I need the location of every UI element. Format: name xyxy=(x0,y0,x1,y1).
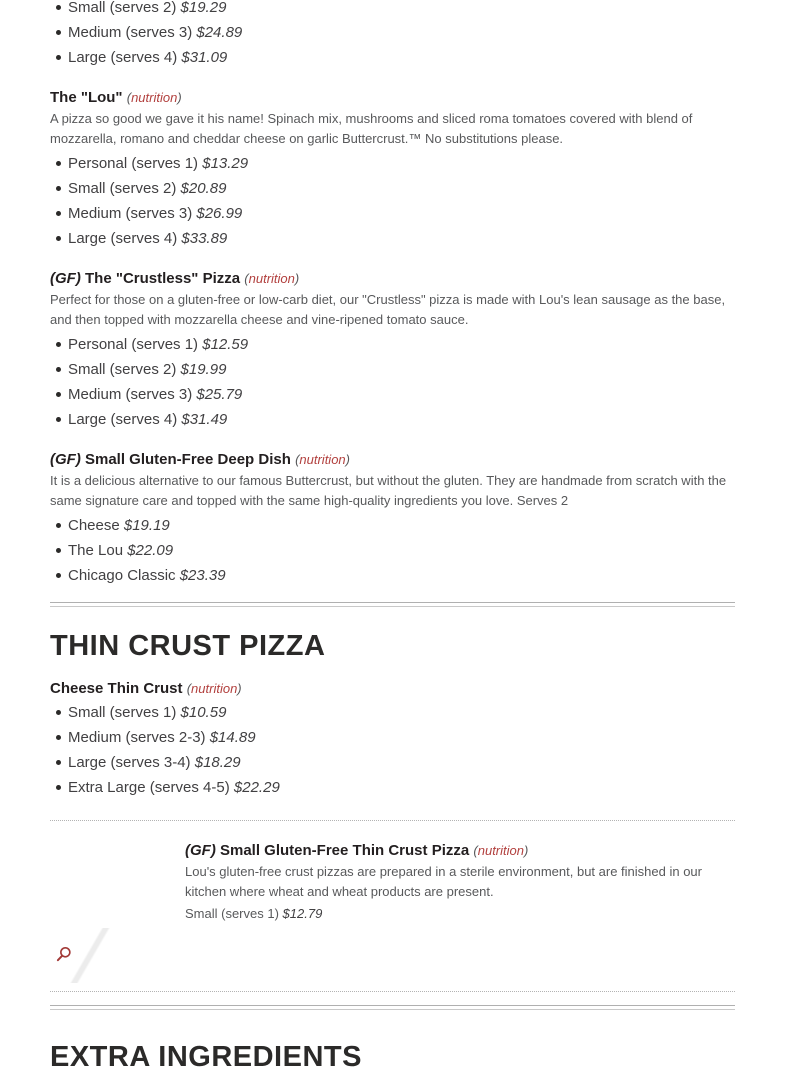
option-label: Large (serves 4) xyxy=(68,411,178,428)
option-list xyxy=(50,151,735,251)
menu-option xyxy=(50,226,735,251)
option-label: Small (serves 1) xyxy=(68,704,177,721)
option-price: $25.79 xyxy=(196,386,243,403)
item-details xyxy=(185,843,735,983)
paren-close: ) xyxy=(345,452,350,467)
nutrition-link[interactable]: nutrition xyxy=(299,452,346,467)
menu-option xyxy=(50,176,735,201)
option-label: Personal (serves 1) xyxy=(68,155,199,172)
menu-option xyxy=(50,563,735,588)
paren-close: ) xyxy=(294,271,300,286)
paren-open: ( xyxy=(473,843,478,858)
gf-label: (GF) xyxy=(185,842,216,859)
option-price: $26.99 xyxy=(196,205,243,222)
option-price: $14.89 xyxy=(209,729,256,746)
option-price: $19.29 xyxy=(180,0,227,16)
nutrition-wrap xyxy=(295,452,350,467)
option-label: Medium (serves 3) xyxy=(68,386,193,403)
menu-option xyxy=(50,725,735,750)
menu-item-gf-deep-dish xyxy=(50,452,735,588)
option-label: Small (serves 1) xyxy=(185,906,279,921)
option-label: Small (serves 2) xyxy=(68,0,177,16)
item-divider xyxy=(50,820,735,821)
menu-option xyxy=(50,700,735,725)
item-heading xyxy=(185,843,735,859)
nutrition-link[interactable]: nutrition xyxy=(131,90,178,105)
menu-content xyxy=(50,0,735,1072)
option-price: $18.29 xyxy=(194,754,241,771)
option-price: $19.99 xyxy=(180,361,227,378)
item-description: Lou's gluten-free crust pizzas are prepared in a sterile environment, but are finished in our kitchen where wheat and wheat products are present. xyxy=(185,864,702,899)
item-description: A pizza so good we gave it his name! Spinach mix, mushrooms and sliced roma tomatoes covered with blend of mozzarella, romano and cheddar cheese on garlic Buttercrust.™ No substitutions please. xyxy=(50,111,693,146)
nutrition-link[interactable]: nutrition xyxy=(191,681,238,696)
menu-item-gf-thin-crust xyxy=(50,843,735,983)
pizza-image-placeholder[interactable] xyxy=(50,843,185,983)
item-name: Cheese Thin Crust xyxy=(50,680,183,697)
option-price: $13.29 xyxy=(202,155,249,172)
menu-option xyxy=(50,151,735,176)
menu-option xyxy=(50,357,735,382)
item-heading xyxy=(50,681,735,697)
option-price: $12.59 xyxy=(202,336,249,353)
gf-label: (GF) xyxy=(50,451,81,468)
option-label: The Lou xyxy=(68,542,124,559)
option-list xyxy=(50,332,735,432)
option-price: $22.09 xyxy=(127,542,174,559)
option-label: Large (serves 4) xyxy=(68,49,178,66)
option-label: Large (serves 4) xyxy=(68,230,178,247)
paren-open: ( xyxy=(295,452,300,467)
option-price: $22.29 xyxy=(233,779,280,796)
gf-label: (GF) xyxy=(50,270,81,287)
option-label: Small (serves 2) xyxy=(68,180,177,197)
section-divider xyxy=(50,1005,735,1010)
menu-item-crustless-pizza xyxy=(50,271,735,432)
option-price: $23.39 xyxy=(179,567,226,584)
nutrition-link[interactable]: nutrition xyxy=(248,271,295,286)
menu-option xyxy=(50,332,735,357)
paren-open: ( xyxy=(126,90,132,105)
menu-option xyxy=(50,20,735,45)
option-label: Personal (serves 1) xyxy=(68,336,199,353)
option-price: $24.89 xyxy=(196,24,243,41)
option-price: $12.79 xyxy=(282,906,323,921)
menu-option xyxy=(50,513,735,538)
paren-close: ) xyxy=(177,90,182,105)
menu-item-the-lou xyxy=(50,90,735,251)
section-heading-extra-ingredients: EXTRA INGREDIENTS xyxy=(50,1041,362,1073)
menu-option xyxy=(50,201,735,226)
menu-option xyxy=(50,45,735,70)
menu-option xyxy=(50,0,735,20)
option-price: $10.59 xyxy=(180,704,227,721)
magnifier-icon[interactable] xyxy=(55,946,73,964)
option-list xyxy=(50,700,735,800)
option-label: Extra Large (serves 4-5) xyxy=(68,779,230,796)
menu-option xyxy=(50,775,735,800)
menu-option xyxy=(185,904,735,924)
option-label: Medium (serves 3) xyxy=(68,24,193,41)
option-label: Medium (serves 2-3) xyxy=(68,729,206,746)
nutrition-wrap xyxy=(244,271,299,286)
option-price: $33.89 xyxy=(181,230,228,247)
item-heading xyxy=(50,271,735,287)
option-price: $31.49 xyxy=(181,411,228,428)
menu-item-cheese-thin-crust xyxy=(50,681,735,800)
item-name: Small Gluten-Free Deep Dish xyxy=(85,451,291,468)
option-label: Chicago Classic xyxy=(68,567,176,584)
option-price: $19.19 xyxy=(123,517,170,534)
item-name: Small Gluten-Free Thin Crust Pizza xyxy=(220,842,470,859)
nutrition-wrap xyxy=(127,90,182,105)
menu-option xyxy=(50,538,735,563)
item-name: The "Crustless" Pizza xyxy=(85,270,241,287)
option-price: $31.09 xyxy=(181,49,228,66)
menu-option xyxy=(50,750,735,775)
paren-close: ) xyxy=(523,843,529,858)
section-divider xyxy=(50,602,735,607)
paren-open: ( xyxy=(244,271,249,286)
paren-close: ) xyxy=(237,681,242,696)
menu-option xyxy=(50,382,735,407)
nutrition-link[interactable]: nutrition xyxy=(477,843,524,858)
item-heading xyxy=(50,452,735,468)
paren-open: ( xyxy=(186,681,192,696)
section-heading-thin-crust: THIN CRUST PIZZA xyxy=(50,630,326,662)
option-label: Cheese xyxy=(68,517,120,534)
option-price: $20.89 xyxy=(180,180,227,197)
option-label: Small (serves 2) xyxy=(68,361,177,378)
item-name: The "Lou" xyxy=(50,89,123,106)
menu-option xyxy=(50,407,735,432)
nutrition-wrap xyxy=(473,843,528,858)
option-label: Medium (serves 3) xyxy=(68,205,193,222)
item-description: Perfect for those on a gluten-free or low-carb diet, our "Crustless" pizza is made with Lou's lean sausage as the base, and then topped with mozzarella cheese and vine-ripened tomato sauce. xyxy=(50,292,726,327)
item-description: It is a delicious alternative to our famous Buttercrust, but without the gluten. They are handmade from scratch with the same signature care and topped with the same high-quality ingredients you love. Serves 2 xyxy=(50,473,727,508)
option-list xyxy=(50,513,735,588)
item-heading xyxy=(50,90,735,106)
option-list xyxy=(50,0,735,70)
nutrition-wrap xyxy=(187,681,242,696)
item-divider xyxy=(50,991,735,992)
option-label: Large (serves 3-4) xyxy=(68,754,191,771)
